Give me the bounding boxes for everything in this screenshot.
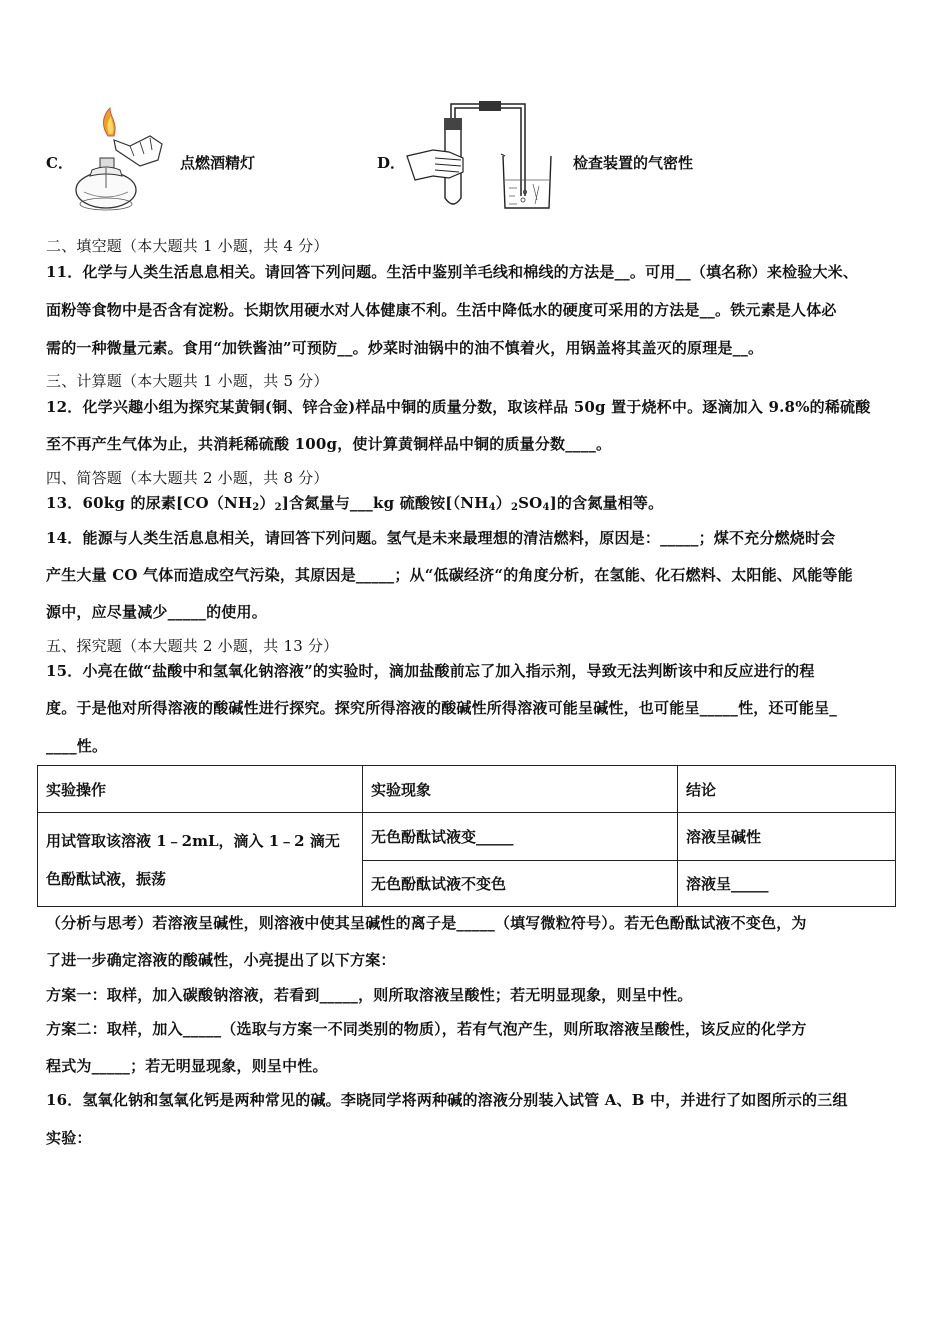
q11-line-3: 需的一种微量元素。食用“加铁酱油”可预防__。炒菜时油锅中的油不慎着火，用锅盖将其盖灭的原理是__。 xyxy=(46,339,764,357)
q14-line-2: 产生大量 CO 气体而造成空气污染，其原因是_____；从“低碳经济“的角度分析，在氢能、化石燃料、太阳能、风能等能 xyxy=(46,566,853,584)
section-2-heading: 二、填空题（本大题共 1 小题，共 4 分） xyxy=(46,237,329,255)
header-phenomenon: 实验现象 xyxy=(363,766,678,813)
cell-conclusion-2: 溶液呈_____ xyxy=(678,861,896,907)
q11-line-2: 面粉等食物中是否含有淀粉。长期饮用硬水对人体健康不利。生活中降低水的硬度可采用的方法是__。铁元素是人体必 xyxy=(46,301,837,319)
q15-plan-1: 方案一：取样，加入碳酸钠溶液，若看到_____，则所取溶液呈酸性；若无明显现象，则呈中性。 xyxy=(46,986,693,1004)
q15-line-1: 15．小亮在做“盐酸中和氢氧化钠溶液”的实验时，滴加盐酸前忘了加入指示剂，导致无法判断该中和反应进行的程 xyxy=(46,662,815,680)
table-row xyxy=(38,813,896,861)
section-4-heading: 四、简答题（本大题共 2 小题，共 8 分） xyxy=(46,469,329,487)
q16-line-2: 实验： xyxy=(46,1129,92,1147)
option-d-letter: D． xyxy=(377,154,406,172)
q11-line-1: 11．化学与人类生活息息相关。请回答下列问题。生活中鉴别羊毛线和棉线的方法是__。可用__（填名称）来检验大米、 xyxy=(46,263,859,281)
cell-phenomenon-1: 无色酚酞试液变_____ xyxy=(363,813,678,861)
option-c-letter: C． xyxy=(46,154,73,172)
table-header-row xyxy=(38,766,896,813)
check-airtightness-figure xyxy=(405,100,565,212)
answer-options-row xyxy=(0,100,950,215)
q15-analysis-line-2: 了进一步确定溶液的酸碱性，小亮提出了以下方案： xyxy=(46,951,396,969)
q15-analysis-line-1: （分析与思考）若溶液呈碱性，则溶液中使其呈碱性的离子是_____（填写微粒符号）。若无色酚酞试液不变色，为 xyxy=(46,914,807,932)
header-operation: 实验操作 xyxy=(38,766,363,813)
section-3-heading: 三、计算题（本大题共 1 小题，共 5 分） xyxy=(46,372,329,390)
q15-line-3: ____性。 xyxy=(46,737,108,755)
option-d-text: 检查装置的气密性 xyxy=(573,154,694,172)
q13-line: 13．60kg 的尿素$[CO(NH_2)_2]$含氮量与___kg 硫酸铵$[(NH_4)_2SO_4]$的含氮量相等。 xyxy=(46,494,664,513)
section-5-heading: 五、探究题（本大题共 2 小题，共 13 分） xyxy=(46,637,339,655)
q15-plan-2-line-1: 方案二：取样，加入_____（选取与方案一不同类别的物质），若有气泡产生，则所取溶液呈酸性，该反应的化学方 xyxy=(46,1020,807,1038)
option-c-text: 点燃酒精灯 xyxy=(180,154,256,172)
q14-line-3: 源中，应尽量减少_____的使用。 xyxy=(46,603,267,621)
q15-plan-2-line-2: 程式为_____；若无明显现象，则呈中性。 xyxy=(46,1057,328,1075)
q14-line-1: 14．能源与人类生活息息相关，请回答下列问题。氢气是未来最理想的清洁燃料，原因是：_____；煤不充分燃烧时会 xyxy=(46,529,836,547)
q16-line-1: 16．氢氧化钠和氢氧化钙是两种常见的碱。李晓同学将两种碱的溶液分别装入试管 A、B 中，并进行了如图所示的三组 xyxy=(46,1091,848,1109)
q15-line-2: 度。于是他对所得溶液的酸碱性进行探究。探究所得溶液的酸碱性所得溶液可能呈碱性，也可能呈_____性，还可能呈_ xyxy=(46,699,838,717)
lighting-alcohol-lamp-figure xyxy=(70,106,170,214)
header-conclusion: 结论 xyxy=(678,766,896,813)
experiment-table xyxy=(37,765,896,907)
q12-line-2: 至不再产生气体为止，共消耗稀硫酸 100g，使计算黄铜样品中铜的质量分数____。 xyxy=(46,435,612,453)
cell-phenomenon-2: 无色酚酞试液不变色 xyxy=(363,861,678,907)
q12-line-1: 12．化学兴趣小组为探究某黄铜(铜、锌合金)样品中铜的质量分数，取该样品 50g 置于烧杯中。逐滴加入 9.8%的稀硫酸 xyxy=(46,398,871,416)
cell-conclusion-1: 溶液呈碱性 xyxy=(678,813,896,861)
cell-operation: 用试管取该溶液 1﹣2mL，滴入 1﹣2 滴无 色酚酞试液，振荡 xyxy=(38,813,363,907)
